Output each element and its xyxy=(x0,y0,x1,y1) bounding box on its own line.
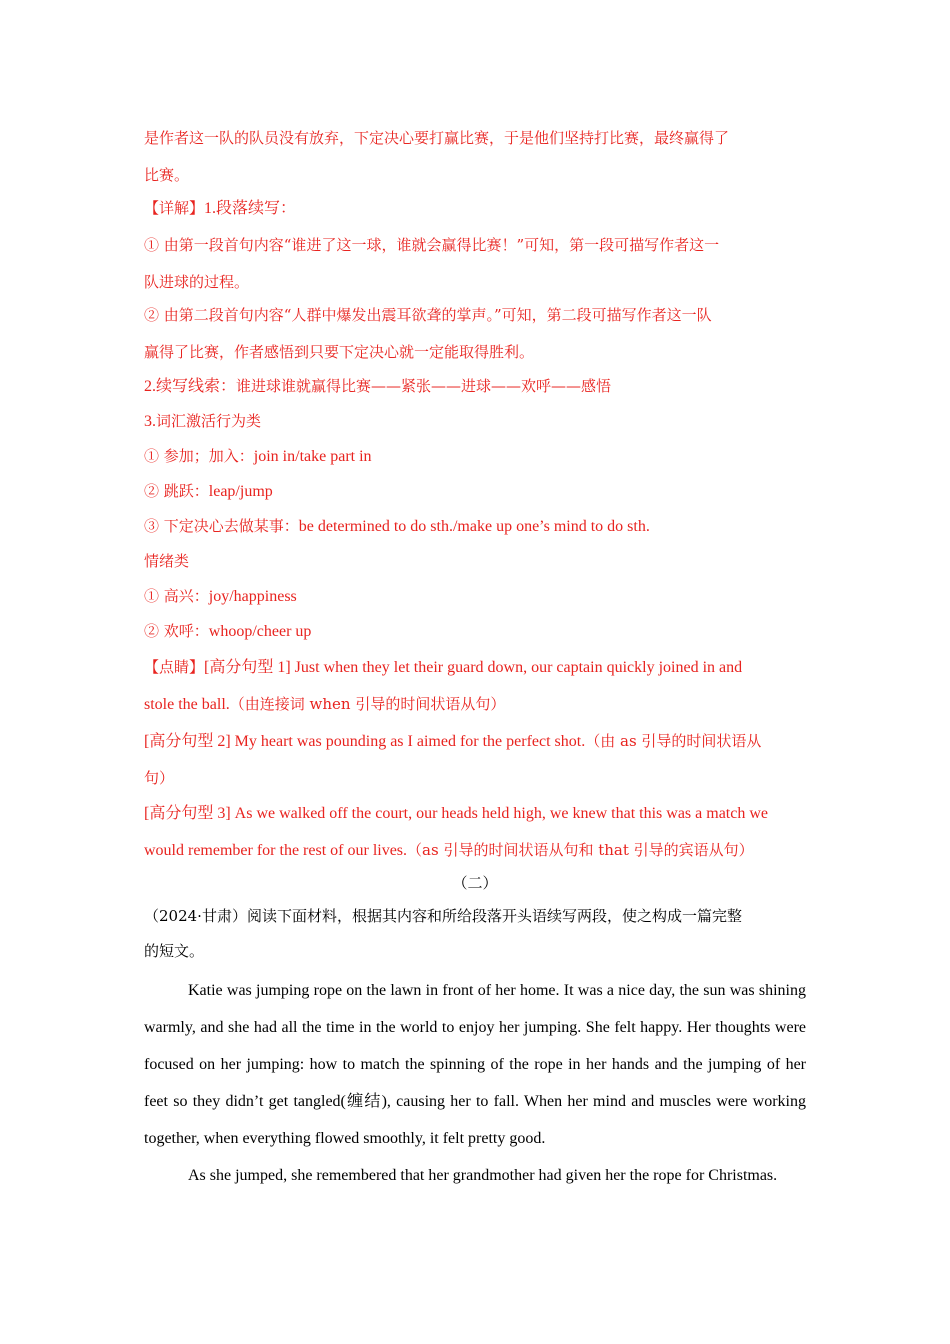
clue-text: 谁进球谁就赢得比赛——紧张——进球——欢呼——感悟 xyxy=(236,377,612,395)
highlight-tag: 【点睛】 xyxy=(144,658,205,676)
highlight-s1-note: （由连接词 when 引导的时间状语从句） xyxy=(229,695,506,713)
highlight-line-2 xyxy=(144,686,806,723)
clue-label: 2.续写线索： xyxy=(144,378,237,395)
highlight-line-3 xyxy=(144,723,806,760)
vocab-item xyxy=(144,509,806,544)
vocab-item xyxy=(144,439,806,474)
story-paragraph-1: Katie was jumping rope on the lawn in front of her home. It was a nice day, the sun was shining warmly, and she had all the time in the world to enjoy her jumping. She felt happy. Her thoughts were focused on her jumping: how to match the spinning of the rope in her hands and the jumping of her feet so they didn’t get tangled(缠结), causing her to fall. When her mind and muscles were working together, when everything flowed smoothly, it felt pretty good. xyxy=(144,982,806,1147)
highlight-s3-part1: [高分句型 3] As we walked off the court, our heads held high, we knew that this was a match we xyxy=(144,805,768,822)
section-number: （二） xyxy=(452,874,498,892)
highlight-s2-note: （由 as 引导的时间状语从 xyxy=(585,732,762,750)
vocab-item-cn: ① 参加；加入： xyxy=(144,447,254,465)
emotion-item-en: whoop/cheer up xyxy=(208,623,312,640)
summary-line-2: 比赛。 xyxy=(144,166,190,184)
vocab-number: 3. xyxy=(144,413,156,430)
clue-line xyxy=(144,369,806,404)
summary-line-1: 是作者这一队的队员没有放弃，下定决心要打赢比赛，于是他们坚持打比赛，最终赢得了 xyxy=(144,129,730,147)
vocab-item xyxy=(144,474,806,509)
emotion-item xyxy=(144,579,806,614)
vocab-item-en: join in/take part in xyxy=(253,448,372,465)
highlight-s2: [高分句型 2] My heart was pounding as I aimed for the perfect shot. xyxy=(144,733,586,750)
highlight-s3-note: （as 引导的时间状语从句和 that 引导的宾语从句） xyxy=(407,841,754,859)
vocab-item-cn: ③ 下定决心去做某事： xyxy=(144,517,299,535)
highlight-line-1 xyxy=(144,649,806,686)
highlight-s1-part2: stole the ball. xyxy=(144,696,230,713)
task-line-2: 的短文。 xyxy=(144,942,205,960)
emotion-item-en: joy/happiness xyxy=(208,588,297,605)
highlight-s3-part2: would remember for the rest of our lives. xyxy=(144,842,408,859)
vocab-item-cn: ② 跳跃： xyxy=(144,482,209,500)
document-content xyxy=(144,120,806,1194)
para1-line-1: ① 由第一段首句内容“谁进了这一球，谁就会赢得比赛！”可知，第一段可描写作者这一 xyxy=(144,236,720,254)
vocab-item-en: leap/jump xyxy=(208,483,273,500)
vocab-heading xyxy=(144,404,806,439)
story-paragraph-2: As she jumped, she remembered that her grandmother had given her the rope for Christmas. xyxy=(188,1167,778,1184)
highlight-line-6 xyxy=(144,832,806,865)
detail-tag: 【详解】 xyxy=(144,199,205,217)
para1-line-2: 队进球的过程。 xyxy=(144,273,250,291)
emotion-item-cn: ② 欢呼： xyxy=(144,622,209,640)
emotion-item xyxy=(144,614,806,649)
para2-line-1: ② 由第二段首句内容“人群中爆发出震耳欲聋的掌声。”可知，第二段可描写作者这一队 xyxy=(144,306,712,324)
vocab-title: 词汇激活行为类 xyxy=(156,412,262,430)
detail-title: 1.段落续写： xyxy=(204,200,297,217)
highlight-s1-part1: [高分句型 1] Just when they let their guard down, our captain quickly joined in and xyxy=(204,659,743,676)
highlight-line-4: 句） xyxy=(144,769,175,787)
para2-line-2: 赢得了比赛，作者感悟到只要下定决心就一定能取得胜利。 xyxy=(144,343,535,361)
emotion-item-cn: ① 高兴： xyxy=(144,587,209,605)
detail-heading xyxy=(144,190,806,227)
highlight-line-5 xyxy=(144,795,806,832)
emotion-heading: 情绪类 xyxy=(144,552,190,570)
vocab-item-en: be determined to do sth./make up one’s mind to do sth. xyxy=(298,518,650,535)
task-line-1: （2024·甘肃）阅读下面材料，根据其内容和所给段落开头语续写两段，使之构成一篇完整 xyxy=(144,907,742,925)
